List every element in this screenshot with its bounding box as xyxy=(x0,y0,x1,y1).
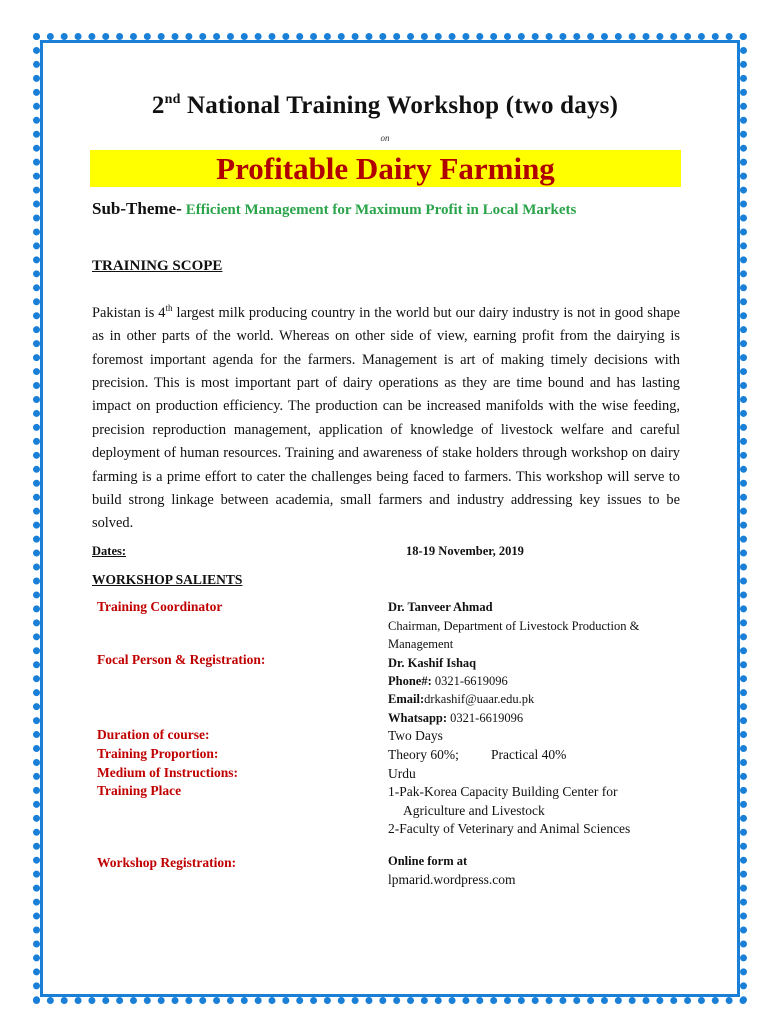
place-line-2: 2-Faculty of Veterinary and Animal Sciences xyxy=(388,821,631,836)
place-label: Training Place xyxy=(97,783,182,798)
training-scope-paragraph: Pakistan is 4th largest milk producing country in the world but our dairy industry is not in good shape as in other parts of the world. Whereas on other side of view, earning profit from the dairying is foremost important agenda for the farmers. Management is art of making timely decisions with precision. This is most important part of dairy operations as they are time bound and has lasting impact on production efficiency. The production can be increased manifolds with the wise feeding, precision reproduction management, application of knowledge of livestock welfare and careful deployment of human resources. Training and awareness of stake holders through workshop on dairy farming is a prime effort to cater the challenges being faced to farmers. This workshop will serve to build strong linkage between academia, small farmers and industry addressing key issues to be solved. xyxy=(92,303,680,532)
coordinator-title-line-1: Chairman, Department of Livestock Production & xyxy=(388,619,640,633)
proportion-practical: Practical 40% xyxy=(491,747,567,762)
coordinator-title-line-2: Management xyxy=(388,637,454,651)
place-line-1b: Agriculture and Livestock xyxy=(403,803,545,818)
dates-label: Dates: xyxy=(92,544,127,558)
medium-label: Medium of Instructions: xyxy=(97,765,238,780)
main-title-banner: Profitable Dairy Farming xyxy=(90,150,681,187)
duration-value: Two Days xyxy=(388,728,443,743)
focal-person-label: Focal Person & Registration: xyxy=(97,652,266,667)
proportion-label: Training Proportion: xyxy=(97,746,219,761)
on-connector: on xyxy=(380,133,390,143)
proportion-theory: Theory 60%; xyxy=(388,747,459,762)
registration-url[interactable]: lpmarid.wordpress.com xyxy=(388,872,516,887)
place-line-1: 1-Pak-Korea Capacity Building Center for xyxy=(388,784,618,799)
focal-person-name: Dr. Kashif Ishaq xyxy=(388,656,477,670)
duration-label: Duration of course: xyxy=(97,727,210,742)
email-line: Email:drkashif@uaar.edu.pk xyxy=(388,692,535,706)
coordinator-label: Training Coordinator xyxy=(97,599,223,614)
medium-value: Urdu xyxy=(388,766,416,781)
training-scope-heading: TRAINING SCOPE xyxy=(92,258,223,274)
registration-label: Workshop Registration: xyxy=(97,855,237,870)
registration-value-1: Online form at xyxy=(388,854,468,868)
coordinator-name: Dr. Tanveer Ahmad xyxy=(388,600,493,614)
workshop-salients-heading: WORKSHOP SALIENTS xyxy=(92,572,243,587)
dates-value: 18-19 November, 2019 xyxy=(406,544,524,558)
phone-line: Phone#: 0321-6619096 xyxy=(388,674,508,688)
subtheme: Sub-Theme- Efficient Management for Maximum Profit in Local Markets xyxy=(92,199,577,218)
page-title: 2nd National Training Workshop (two days) xyxy=(151,92,619,119)
whatsapp-line: Whatsapp: 0321-6619096 xyxy=(388,711,524,725)
